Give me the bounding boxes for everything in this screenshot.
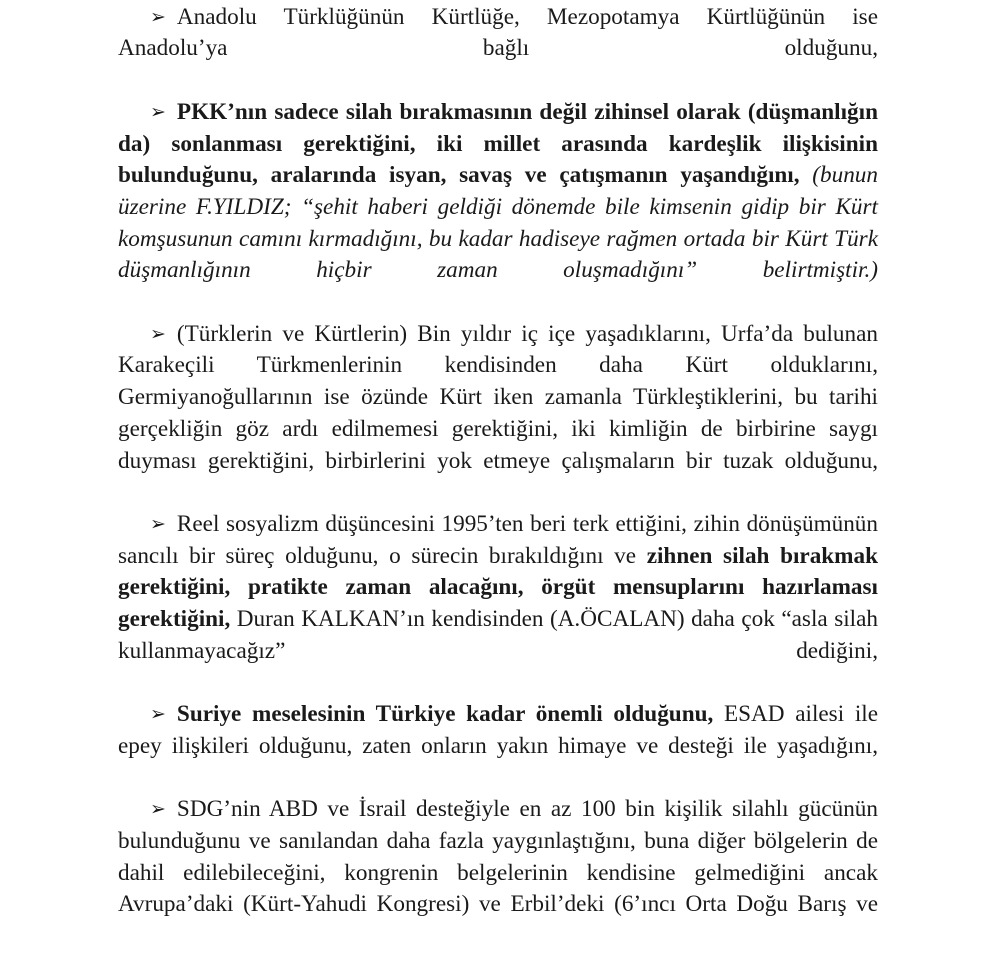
arrowhead-bullet-icon: ➢: [150, 5, 166, 28]
paragraph-text: (Türklerin ve Kürtlerin) Bin yıldır iç içe yaşadıklarını, Urfa’da bulunan Karakeçili Türkmenlerinin kendisinden daha Kürt olduklarını, Germiyanoğullarının ise özünde Kürt iken zamanla Türkleştiklerini, bu tarihi gerçekliğin göz ardı edilmemesi gerektiğini, iki kimliğin de birbirine saygı duyması gerektiğini, birbirlerini yok etmeye çalışmaların bir tuzak olduğunu,: [118, 320, 878, 474]
paragraph-reel-sosyalizm: [118, 509, 878, 699]
arrowhead-bullet-icon: ➢: [150, 798, 166, 821]
paragraph-text-bold: PKK’nın sadece silah bırakmasının değil zihinsel olarak (düşmanlığın da) sonlanması gerektiğini, iki millet arasında kardeşlik ilişkisinin bulunduğunu, aralarında isyan, savaş ve çatışmanın yaşandığını,: [118, 98, 878, 189]
paragraph-suriye-meselesi: [118, 699, 878, 794]
arrowhead-bullet-icon: ➢: [150, 322, 166, 345]
arrowhead-bullet-icon: ➢: [150, 100, 166, 123]
paragraph-text-bold: zihnen silah bırakmak gerektiğini, pratikte zaman alacağını, örgüt mensuplarını hazırlaması gerektiğini,: [118, 542, 878, 633]
paragraph-text: Anadolu Türklüğünün Kürtlüğe, Mezopotamya Kürtlüğünün ise Anadolu’ya bağlı olduğunu,: [118, 3, 878, 62]
paragraph-text-bold: Suriye meselesinin Türkiye kadar önemli olduğunu,: [176, 701, 714, 728]
paragraph-text-italic: (bunun üzerine F.YILDIZ; “şehit haberi geldiği dönemde bile kimsenin gidip bir Kürt komşusunun camını kırmadığını, bu kadar hadiseye rağmen ortada bir Kürt Türk düşmanlığının hiçbir zaman oluşmadığını” belirtmiştir.): [118, 162, 878, 284]
arrowhead-bullet-icon: ➢: [150, 703, 166, 726]
paragraph-pkk-silah-birakma: [118, 97, 878, 319]
document-text-column: [118, 0, 878, 953]
paragraph-anadolu-turklugu: [118, 2, 878, 97]
paragraph-text: ESAD ailesi ile epey ilişkileri olduğunu, zaten onların yakın himaye ve desteği ile yaşadığını,: [118, 701, 878, 759]
paragraph-text: SDG’nin ABD ve İsrail desteğiyle en az 100 bin kişilik silahlı gücünün bulunduğunu ve sanılandan daha fazla yaygınlaştığını, buna diğer bölgelerin de dahil edilebileceğini, kongrenin belgelerinin kendisine gelmediğini ancak Avrupa’daki (Kürt-Yahudi Kongresi) ve Erbil’deki (6’ıncı Orta Doğu Barış ve: [118, 796, 878, 918]
paragraph-text: Reel sosyalizm düşüncesini 1995’ten beri terk ettiğini, zihin dönüşümünün sancılı bir süreç olduğunu, o sürecin bırakıldığını ve: [118, 510, 878, 569]
paragraph-turkler-kurtler: [118, 319, 878, 509]
arrowhead-bullet-icon: ➢: [150, 512, 166, 535]
paragraph-sdg-abd-israil: [118, 794, 878, 953]
paragraph-text-tail: Duran KALKAN’ın kendisinden (A.ÖCALAN) daha çok “asla silah kullanmayacağız” dediğini,: [118, 606, 878, 664]
